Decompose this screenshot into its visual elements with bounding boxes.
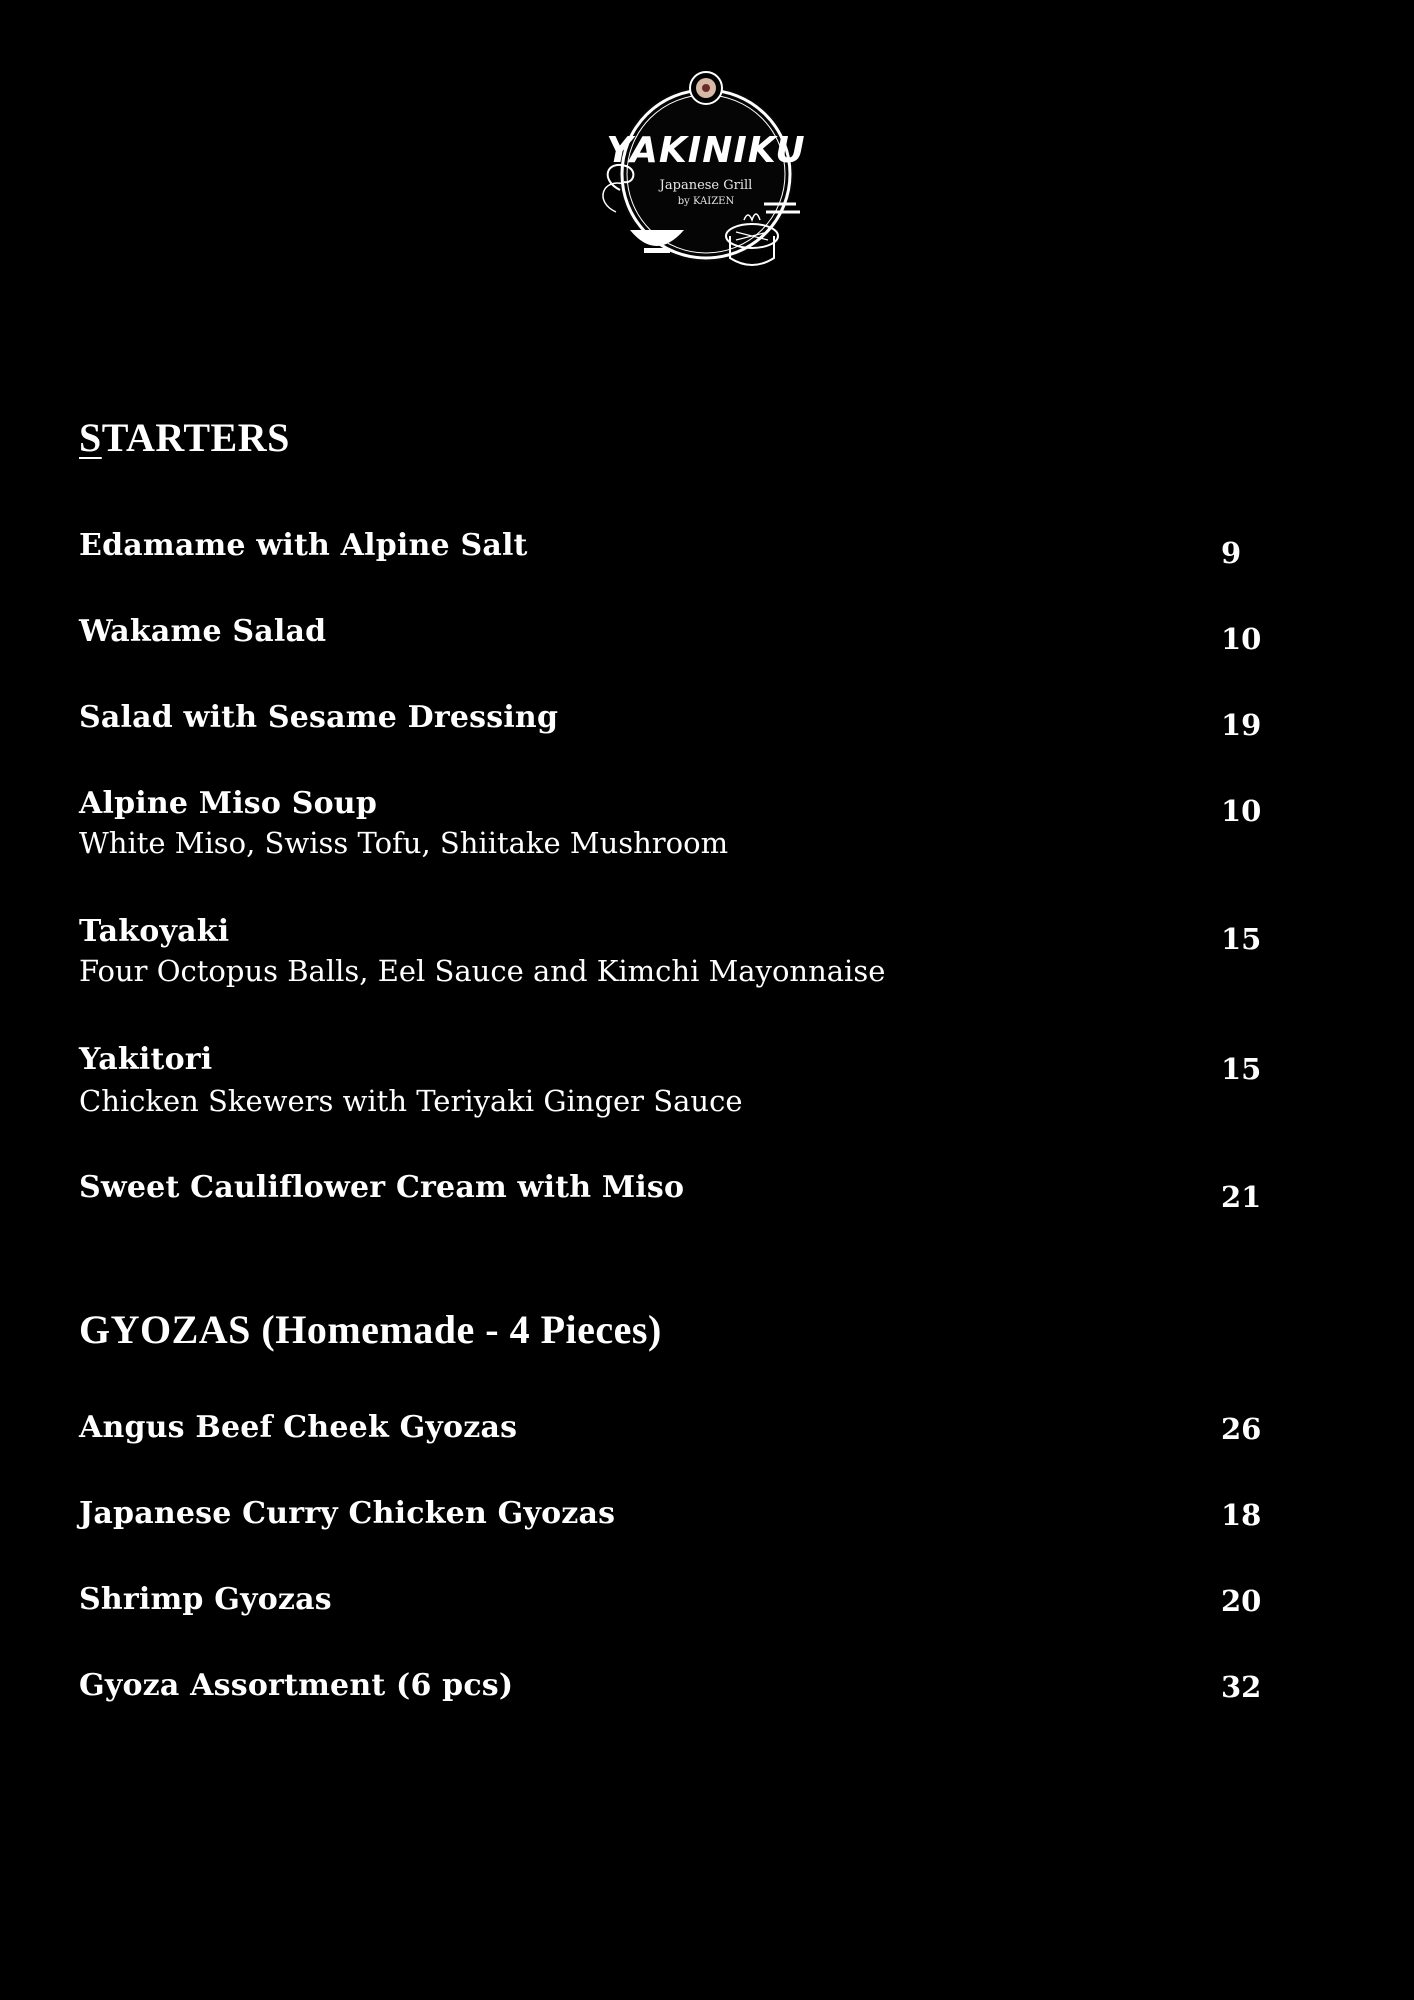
menu-item-price: 15 bbox=[1221, 922, 1262, 956]
logo-byline: by KAIZEN bbox=[677, 196, 735, 207]
menu-item-description: White Miso, Swiss Tofu, Shiitake Mushroom bbox=[79, 826, 729, 860]
menu-item-name: Wakame Salad bbox=[79, 614, 327, 649]
logo-brand: YAKINIKU bbox=[606, 130, 806, 171]
menu-item-price: 32 bbox=[1221, 1670, 1262, 1704]
menu-item-name: Shrimp Gyozas bbox=[79, 1582, 332, 1617]
section-title-starters bbox=[79, 414, 290, 461]
menu-item-price: 18 bbox=[1221, 1498, 1262, 1532]
menu-item-description: Chicken Skewers with Teriyaki Ginger Sauce bbox=[79, 1084, 743, 1118]
menu-item-name: Takoyaki bbox=[79, 914, 230, 949]
menu-item-price: 10 bbox=[1221, 794, 1262, 828]
menu-item-name: Japanese Curry Chicken Gyozas bbox=[79, 1496, 616, 1531]
menu-item-price: 20 bbox=[1221, 1584, 1262, 1618]
menu-item-price: 26 bbox=[1221, 1412, 1262, 1446]
menu-item-description: Four Octopus Balls, Eel Sauce and Kimchi Mayonnaise bbox=[79, 954, 886, 988]
menu-item-name: Alpine Miso Soup bbox=[79, 786, 377, 821]
menu-item-name: Edamame with Alpine Salt bbox=[79, 528, 528, 563]
restaurant-logo bbox=[586, 62, 826, 282]
menu-item-name: Salad with Sesame Dressing bbox=[79, 700, 559, 735]
section-title-initial: S bbox=[79, 415, 102, 460]
menu-item-name: Yakitori bbox=[79, 1042, 213, 1077]
menu-item-name: Angus Beef Cheek Gyozas bbox=[79, 1410, 518, 1445]
menu-item-price: 9 bbox=[1221, 536, 1242, 570]
menu-item-price: 10 bbox=[1221, 622, 1262, 656]
section-title-gyozas: GYOZAS (Homemade - 4 Pieces) bbox=[79, 1307, 662, 1352]
menu-item-name: Gyoza Assortment (6 pcs) bbox=[79, 1668, 514, 1703]
menu-item-price: 19 bbox=[1221, 708, 1262, 742]
section-title-rest: TARTERS bbox=[101, 415, 290, 460]
logo-emblem-icon bbox=[586, 62, 826, 282]
menu-item-price: 21 bbox=[1221, 1180, 1262, 1214]
menu-item-price: 15 bbox=[1221, 1052, 1262, 1086]
menu-item-name: Sweet Cauliflower Cream with Miso bbox=[79, 1170, 685, 1205]
logo-tagline: Japanese Grill bbox=[659, 178, 753, 193]
